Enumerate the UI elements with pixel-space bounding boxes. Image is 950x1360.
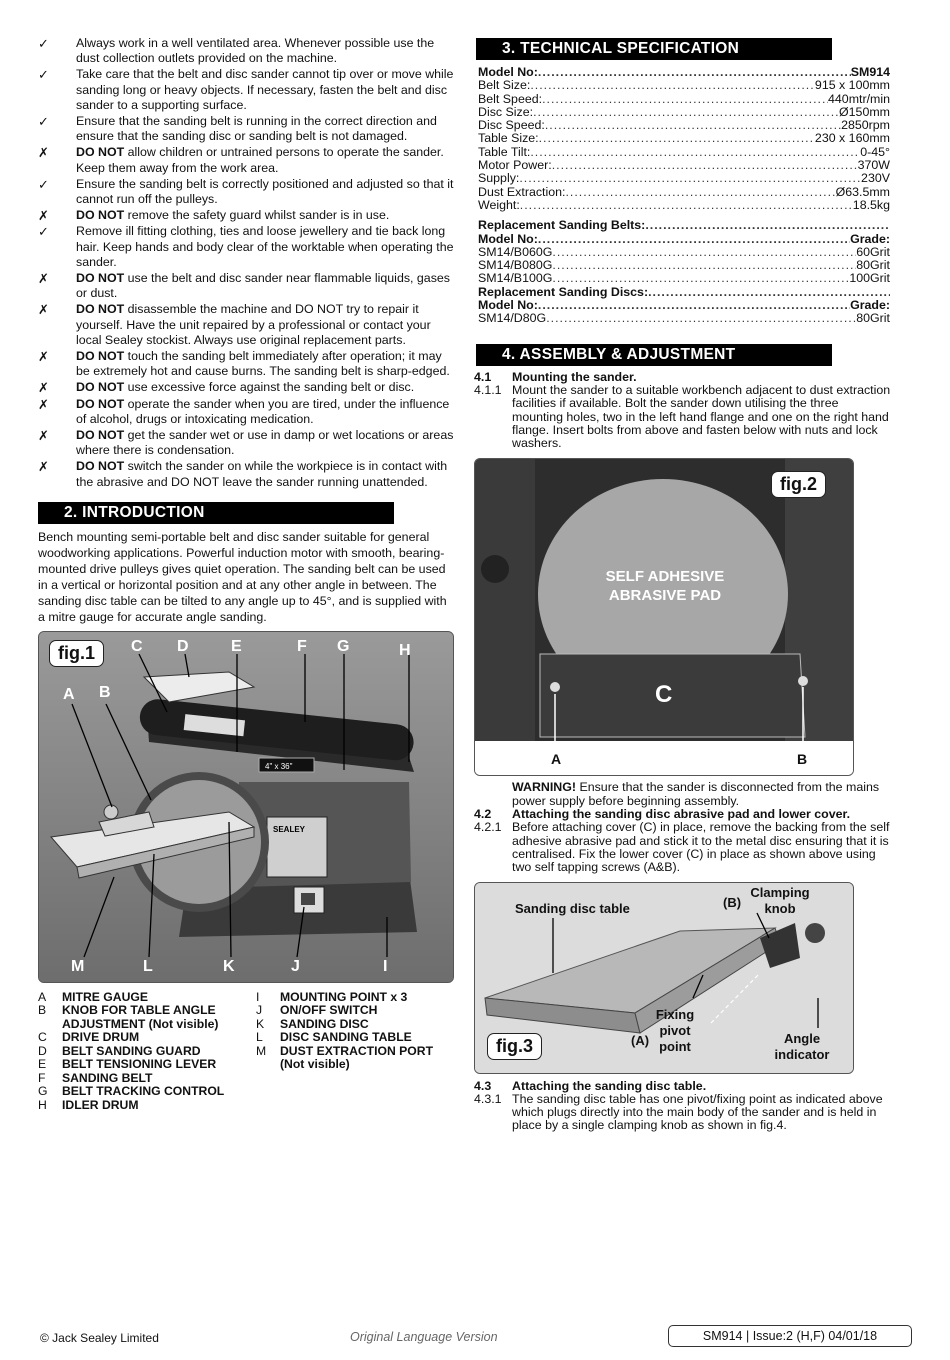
- dot-leader: [545, 119, 841, 132]
- introduction-heading: 2. INTRODUCTION: [38, 502, 394, 524]
- part-name: DRIVE DRUM: [62, 1030, 140, 1045]
- dot-leader: [520, 199, 853, 212]
- do-not-emphasis: DO NOT: [76, 145, 125, 160]
- cross-icon: ✗: [38, 349, 49, 365]
- safety-list: [38, 36, 456, 490]
- safety-item: [38, 114, 456, 144]
- fig1-label-i: I: [383, 957, 388, 975]
- part-name: KNOB FOR TABLE ANGLE ADJUSTMENT (Not visible): [62, 1003, 219, 1031]
- safety-text: Take care that the belt and disc sander cannot tip over or move while sanding long or heavy objects. If necessary, fasten the belt and disc sander to a supporting surface.: [76, 67, 454, 112]
- spec-key: Weight:: [478, 198, 520, 212]
- safety-text: DO NOT remove the safety guard whilst sander is in use.: [76, 208, 390, 223]
- spec-key: Belt Speed:: [478, 92, 543, 106]
- do-not-emphasis: DO NOT: [76, 396, 125, 411]
- part-letter: E: [38, 1057, 47, 1072]
- cover-label-c: C: [655, 681, 673, 709]
- part-letter: K: [256, 1016, 265, 1031]
- cross-icon: ✗: [38, 271, 49, 287]
- disc-row: [478, 299, 890, 312]
- safety-text: DO NOT switch the sander on while the workpiece is in contact with the abrasive and DO NOT leave the sander running unattended.: [76, 459, 448, 489]
- angle-indicator-label: Angle indicator: [774, 1030, 830, 1062]
- fig1-label-k: K: [223, 957, 235, 975]
- part-letter: H: [38, 1097, 47, 1112]
- belt-row: [478, 246, 890, 259]
- dot-leader: [552, 259, 856, 272]
- part-row: [256, 1018, 456, 1032]
- figure-2: [474, 458, 854, 776]
- part-name: DUST EXTRACTION PORT (Not visible): [280, 1043, 434, 1072]
- assembly-heading: 4. ASSEMBLY & ADJUSTMENT: [476, 344, 832, 366]
- spec-row: [478, 146, 890, 159]
- dot-leader: [530, 79, 815, 92]
- dot-leader: [530, 146, 860, 159]
- safety-text: DO NOT use the belt and disc sander near flammable liquids, gases or dust.: [76, 271, 450, 301]
- safety-item: [38, 428, 456, 458]
- part-row: [38, 1085, 256, 1099]
- label-a: (A): [631, 1032, 650, 1048]
- safety-text: DO NOT operate the sander when you are tired, under the influence of alcohol, drugs or intoxicating medication.: [76, 396, 450, 426]
- spec-value: Ø63.5mm: [835, 185, 890, 199]
- table-label: Sanding disc table: [515, 900, 630, 916]
- part-row: [38, 1045, 256, 1059]
- belt-row: [478, 272, 890, 285]
- spec-value: 440mtr/min: [828, 92, 890, 106]
- spec-key: Disc Speed:: [478, 119, 545, 133]
- dot-leader: [552, 246, 856, 259]
- copyright: © Jack Sealey Limited: [40, 1331, 159, 1345]
- part-row: [256, 1004, 456, 1018]
- section-4-3: 4.3 Attaching the sanding disc table. 4.3.1 The sanding disc table has one pivot/fixing point as indicated above which plugs directly into the main body of the sander and is held in place by a single clamping knob as shown in fig.4.: [474, 1078, 883, 1133]
- safety-text: DO NOT use excessive force against the sanding belt or disc.: [76, 380, 415, 395]
- parts-list-left: [38, 991, 256, 1113]
- safety-text: DO NOT touch the sanding belt immediately after operation; it may be extremely hot and cause burns. The sanding belt is sharp-edged.: [76, 349, 450, 379]
- safety-text: Always work in a well ventilated area. Whenever possible use the dust collection outlets provided on the machine.: [76, 36, 435, 66]
- part-name: BELT TRACKING CONTROL: [62, 1084, 225, 1099]
- belt-row: [478, 259, 890, 272]
- part-name: MOUNTING POINT x 3: [280, 989, 408, 1004]
- section-4-1: 4.1 Mounting the sander. 4.1.1 Mount the sander to a suitable workbench adjacent to dust extraction facilities if available. Bolt the sander down utilising the three mounting holes, two in the left hand flange and one on the right hand flange. Insert bolts from above and fasten below with nuts and lock washers.: [474, 369, 891, 451]
- part-row: [256, 991, 456, 1005]
- fig1-label-g: G: [337, 637, 350, 655]
- safety-item: [38, 224, 456, 270]
- spec-value: 915 x 100mm: [814, 79, 890, 93]
- spec-row: [478, 106, 890, 119]
- safety-item: [38, 380, 456, 395]
- fig1-label-a: A: [63, 685, 75, 703]
- part-row: [256, 1031, 456, 1045]
- fig1-label-b: B: [99, 683, 111, 701]
- safety-text: DO NOT disassemble the machine and DO NOT try to repair it yourself. Have the unit repaired by a professional or contact your local Sealey stockist. Always use original replacement parts.: [76, 302, 431, 347]
- part-row: [38, 1072, 256, 1086]
- spec-row: [478, 186, 890, 199]
- spec-value: Grade:: [850, 299, 890, 313]
- dot-leader: [539, 132, 815, 145]
- part-row: [38, 1099, 256, 1113]
- part-letter: M: [256, 1043, 267, 1058]
- check-icon: ✓: [38, 67, 49, 83]
- dot-leader: [538, 66, 851, 79]
- safety-item: [38, 145, 456, 175]
- dot-leader: [538, 233, 850, 246]
- fig1-label-e: E: [231, 637, 242, 655]
- dot-leader: [552, 159, 858, 172]
- spec-value: 100Grit: [849, 272, 890, 286]
- knob-label: Clamping knob: [750, 884, 810, 916]
- figure-3: [474, 882, 854, 1074]
- belt-row: [478, 233, 890, 246]
- safety-item: [38, 397, 456, 427]
- screw-label-b: B: [797, 751, 808, 768]
- fig2-tag: fig.2: [771, 471, 826, 498]
- spec-key: Model No:: [478, 299, 538, 313]
- spec-row: [478, 159, 890, 172]
- safety-item: [38, 459, 456, 489]
- part-letter: B: [38, 1003, 47, 1018]
- check-icon: ✓: [38, 36, 49, 51]
- dot-leader: [565, 186, 835, 199]
- spec-value: 60Grit: [856, 245, 890, 259]
- fig1-label-m: M: [71, 957, 85, 975]
- do-not-emphasis: DO NOT: [76, 302, 125, 317]
- fig1-label-j: J: [291, 957, 300, 975]
- spec-key: SM14/B080G: [478, 259, 553, 273]
- right-column: [474, 38, 892, 1133]
- fig1-label-c: C: [131, 637, 143, 655]
- disc-row: [478, 312, 890, 325]
- belts-heading: Replacement Sanding Belts: .....: [478, 219, 890, 232]
- spec-key: Model No:: [478, 232, 538, 246]
- part-row: [38, 1031, 256, 1045]
- do-not-emphasis: DO NOT: [76, 459, 125, 474]
- plate-text: SEALEY: [273, 824, 306, 834]
- spec-key: Belt Size:: [478, 79, 531, 93]
- check-icon: ✓: [38, 176, 49, 192]
- part-letter: C: [38, 1030, 47, 1045]
- spec-row: [478, 79, 890, 92]
- label-b: (B): [723, 894, 742, 910]
- spec-value: 2850rpm: [841, 119, 890, 133]
- spec-key: Model No:: [478, 66, 538, 79]
- part-row: [38, 1004, 256, 1031]
- do-not-emphasis: DO NOT: [76, 428, 125, 443]
- issue-badge: SM914 | Issue:2 (H,F) 04/01/18: [668, 1325, 912, 1347]
- do-not-emphasis: DO NOT: [76, 349, 125, 364]
- spec-value: SM914: [850, 66, 890, 79]
- cross-icon: ✗: [38, 208, 49, 224]
- introduction-text: Bench mounting semi-portable belt and disc sander suitable for general woodworking applications. Powerful induction motor with smooth, bearing-mounted drive pulleys gives quiet operation. The sanding belt can be used in a vertical or horizontal position and at any other angle in between. The sanding disc table can be tilted to any angle up to 45°, and is supplied with a mitre gauge for accurate angle sanding.: [38, 529, 447, 624]
- dot-leader: [533, 106, 839, 119]
- spec-table: [474, 66, 890, 326]
- page-footer: [40, 1325, 912, 1349]
- fig1-tag: fig.1: [49, 640, 104, 667]
- safety-text: Remove ill fitting clothing, ties and loose jewellery and tie back long hair. Keep hands and body clear of the worktable when operating the sander.: [76, 224, 454, 269]
- spec-value: 230 x 160mm: [814, 132, 890, 146]
- part-name: SANDING BELT: [62, 1070, 153, 1085]
- spec-row: [478, 199, 890, 212]
- spec-value: Ø150mm: [839, 105, 890, 119]
- left-column: [38, 36, 456, 1112]
- cross-icon: ✗: [38, 302, 49, 318]
- safety-text: Ensure that the sanding belt is running in the correct direction and ensure that the sanding disc or sanding belt is not damaged.: [76, 114, 437, 144]
- dot-leader: [519, 172, 861, 185]
- spec-key: Table Size:: [478, 132, 539, 146]
- spec-key: SM14/B060G: [478, 245, 553, 259]
- disc-pad-photo: [475, 459, 854, 776]
- spec-value: 0-45°: [860, 145, 890, 159]
- spec-key: SM14/B100G: [478, 272, 553, 286]
- original-language-note: Original Language Version: [350, 1330, 498, 1344]
- part-letter: F: [38, 1070, 46, 1085]
- safety-item: [38, 177, 456, 207]
- dot-leader: [538, 299, 850, 312]
- fig1-label-f: F: [297, 637, 307, 655]
- safety-item: [38, 208, 456, 223]
- part-row: [38, 991, 256, 1005]
- part-letter: D: [38, 1043, 47, 1058]
- fig3-tag: fig.3: [487, 1033, 542, 1060]
- spec-key: Motor Power:: [478, 159, 552, 173]
- do-not-emphasis: DO NOT: [76, 208, 125, 223]
- parts-list-right: [256, 991, 456, 1113]
- spec-row: [478, 172, 890, 185]
- part-letter: I: [256, 989, 260, 1004]
- belt-label: 4" x 36": [265, 761, 293, 771]
- safety-item: [38, 349, 456, 379]
- part-name: SANDING DISC: [280, 1016, 369, 1031]
- safety-item: [38, 67, 456, 113]
- screw-label-a: A: [551, 751, 562, 768]
- pad-label: SELF ADHESIVE ABRASIVE PAD: [605, 568, 725, 605]
- part-name: BELT SANDING GUARD: [62, 1043, 201, 1058]
- cross-icon: ✗: [38, 145, 49, 161]
- safety-item: [38, 302, 456, 348]
- safety-text: DO NOT allow children or untrained persons to operate the sander. Keep them away from the work area.: [76, 145, 444, 175]
- part-row: [38, 1058, 256, 1072]
- do-not-emphasis: DO NOT: [76, 380, 125, 395]
- spec-key: Table Tilt:: [478, 145, 531, 159]
- dot-leader: [546, 312, 856, 325]
- spec-key: Supply:: [478, 172, 520, 186]
- spec-value: 370W: [857, 159, 890, 173]
- spec-value: 18.5kg: [852, 198, 890, 212]
- part-letter: G: [38, 1084, 48, 1099]
- part-name: MITRE GAUGE: [62, 989, 148, 1004]
- part-letter: J: [256, 1003, 263, 1018]
- part-letter: L: [256, 1030, 263, 1045]
- safety-item: [38, 36, 456, 66]
- spec-row: [478, 119, 890, 132]
- pivot-label: Fixing pivot point: [655, 1006, 695, 1054]
- spec-value: 80Grit: [856, 312, 890, 326]
- spec-heading: 3. TECHNICAL SPECIFICATION: [476, 38, 832, 60]
- part-name: IDLER DRUM: [62, 1097, 139, 1112]
- spec-value: Grade:: [850, 232, 890, 246]
- spec-key: Disc Size:: [478, 105, 534, 119]
- dot-leader: [552, 272, 849, 285]
- cross-icon: ✗: [38, 396, 49, 412]
- safety-text: DO NOT get the sander wet or use in damp or wet locations or areas where there is condensation.: [76, 428, 454, 458]
- section-4-2: WARNING! Ensure that the sander is disconnected from the mains power supply before beginning assembly. 4.2 Attaching the sanding disc abrasive pad and lower cover. 4.2.1 Before attaching cover (C) in place, remove the backing from the self adhesive abrasive pad and stick it to the metal disc ensuring that it is centralised. Fix the lower cover (C) in place as shown above using two self tapping screws (A&B).: [474, 780, 890, 875]
- spec-row: [478, 93, 890, 106]
- fig1-label-h: H: [399, 641, 411, 659]
- part-name: BELT TENSIONING LEVER: [62, 1057, 217, 1072]
- spec-value: 80Grit: [856, 259, 890, 273]
- safety-text: Ensure the sanding belt is correctly positioned and adjusted so that it cannot run off the pulleys.: [76, 176, 454, 207]
- fig1-label-l: L: [143, 957, 153, 975]
- part-letter: A: [38, 989, 47, 1004]
- safety-item: [38, 271, 456, 301]
- figure-1: [38, 631, 454, 983]
- parts-list: [38, 991, 456, 1113]
- spec-value: 230V: [861, 172, 890, 186]
- cross-icon: ✗: [38, 380, 49, 396]
- fig1-label-d: D: [177, 637, 189, 655]
- spec-key: Dust Extraction:: [478, 185, 566, 199]
- check-icon: ✓: [38, 114, 49, 130]
- check-icon: ✓: [38, 224, 49, 240]
- dot-leader: [542, 93, 828, 106]
- discs-heading: Replacement Sanding Discs: .....: [478, 286, 890, 299]
- cross-icon: ✗: [38, 459, 49, 475]
- spec-row: [478, 132, 890, 145]
- spec-key: SM14/D80G: [478, 312, 547, 326]
- part-name: ON/OFF SWITCH: [280, 1003, 378, 1018]
- spec-row: [478, 66, 890, 79]
- part-name: DISC SANDING TABLE: [280, 1030, 412, 1045]
- do-not-emphasis: DO NOT: [76, 271, 125, 286]
- part-row: [256, 1045, 456, 1072]
- cross-icon: ✗: [38, 428, 49, 444]
